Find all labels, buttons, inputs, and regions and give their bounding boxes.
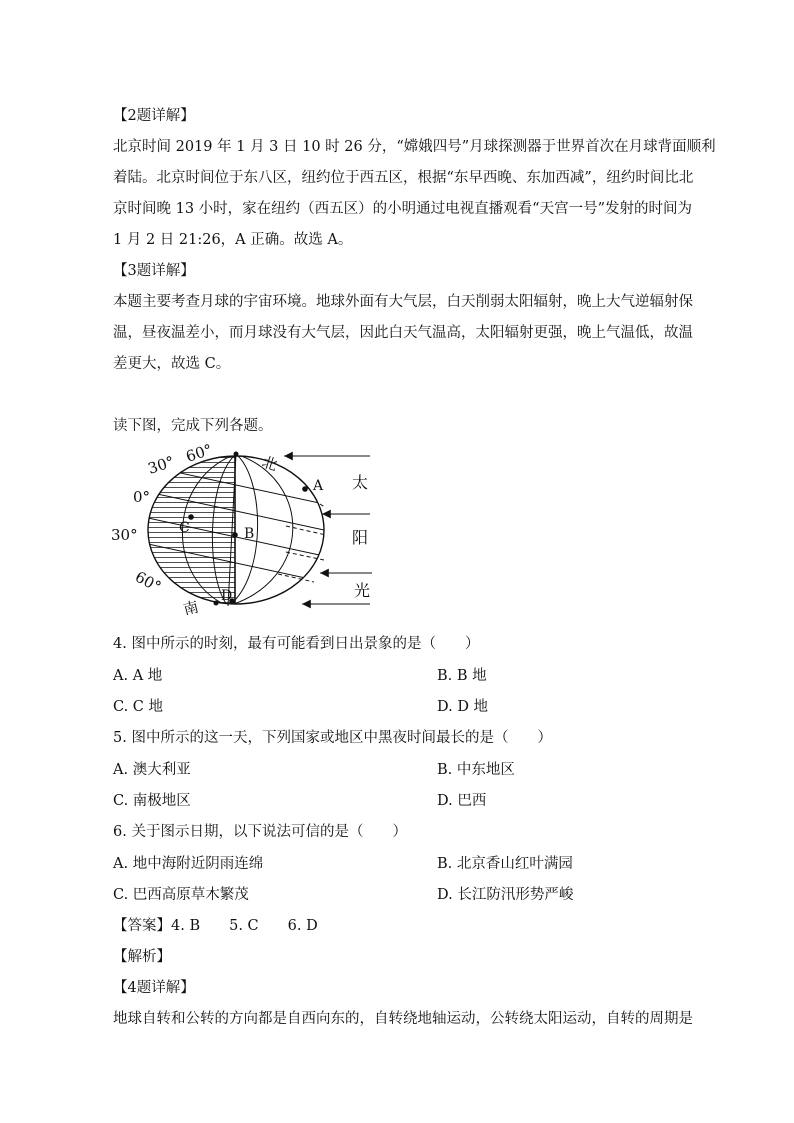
point-a-label: A (313, 478, 324, 494)
q4-option-b: B. B 地 (437, 668, 487, 684)
q3-line-2: 温，昼夜温差小，而月球没有大气层，因此白天气温高，太阳辐射更强，晚上气温低，故温 (113, 325, 693, 341)
q5-stem: 5. 图中所示的这一天，下列国家或地区中黑夜时间最长的是（ ） (113, 730, 552, 746)
point-d-label: D (221, 588, 233, 604)
lat-label-60s: 60° (132, 567, 165, 597)
answer-line: 【答案】4. B 5. C 6. D (113, 918, 318, 934)
analysis-heading: 【解析】 (113, 949, 171, 965)
earth-diagram-svg (108, 440, 398, 615)
q4-option-c: C. C 地 (113, 699, 163, 715)
figure-intro: 读下图，完成下列各题。 (113, 418, 273, 434)
dashed-parallels (278, 504, 326, 582)
q2-line-2: 着陆。北京时间位于东八区，纽约位于西五区，根据“东早西晚、东加西减”，纽约时间比北 (113, 170, 694, 186)
q4-option-a: A. A 地 (113, 668, 163, 684)
q6-stem: 6. 关于图示日期，以下说法可信的是（ ） (113, 824, 407, 840)
lat-label-30s: 30° (111, 526, 138, 544)
north-label: 北 (259, 452, 280, 475)
point-a-dot (302, 486, 308, 492)
q6-option-c: C. 巴西高原草木繁茂 (113, 887, 249, 903)
q4-stem: 4. 图中所示的时刻，最有可能看到日出景象的是（ ） (113, 636, 480, 652)
q4-detail-heading: 【4题详解】 (113, 980, 195, 996)
point-c-label: C (179, 520, 190, 536)
lat-label-60n: 60° (183, 440, 215, 466)
q5-option-c: C. 南极地区 (113, 793, 191, 809)
q2-heading: 【2题详解】 (113, 108, 195, 124)
sun-char-yang: 阳 (352, 528, 369, 547)
q2-line-3: 京时间晚 13 小时，家在纽约（西五区）的小明通过电视直播观看“天宫一号”发射的时间为 (113, 201, 692, 217)
lat-label-30n: 30° (145, 452, 177, 478)
sun-char-guang: 光 (354, 581, 371, 600)
point-b-dot (232, 532, 238, 538)
point-c-dot (188, 514, 194, 520)
q6-option-b: B. 北京香山红叶满园 (437, 856, 573, 872)
sun-char-tai: 太 (352, 473, 369, 492)
q6-option-a: A. 地中海附近阴雨连绵 (113, 856, 264, 872)
south-label: 南 (181, 597, 201, 615)
q4-detail-line: 地球自转和公转的方向都是自西向东的，自转绕地轴运动，公转绕太阳运动，自转的周期是 (113, 1011, 693, 1027)
q5-option-a: A. 澳大利亚 (113, 762, 191, 778)
pole-s-dot (214, 601, 219, 606)
earth-diagram (108, 440, 398, 619)
point-b-label: B (244, 526, 255, 542)
q3-line-1: 本题主要考查月球的宇宙环境。地球外面有大气层，白天削弱太阳辐射，晚上大气逆辐射保 (113, 294, 693, 310)
q2-line-4: 1 月 2 日 21:26，A 正确。故选 A。 (113, 232, 353, 248)
q5-option-d: D. 巴西 (437, 793, 487, 809)
pole-n-dot (234, 452, 239, 457)
q4-option-d: D. D 地 (437, 699, 489, 715)
q5-option-b: B. 中东地区 (437, 762, 515, 778)
q3-heading: 【3题详解】 (113, 263, 195, 279)
q6-option-d: D. 长江防汛形势严峻 (437, 887, 574, 903)
lat-label-0: 0° (133, 488, 151, 506)
q2-line-1: 北京时间 2019 年 1 月 3 日 10 时 26 分，“嫦娥四号”月球探测器于世界首次在月球背面顺利 (113, 139, 716, 155)
q3-line-3: 差更大，故选 C。 (113, 356, 231, 372)
